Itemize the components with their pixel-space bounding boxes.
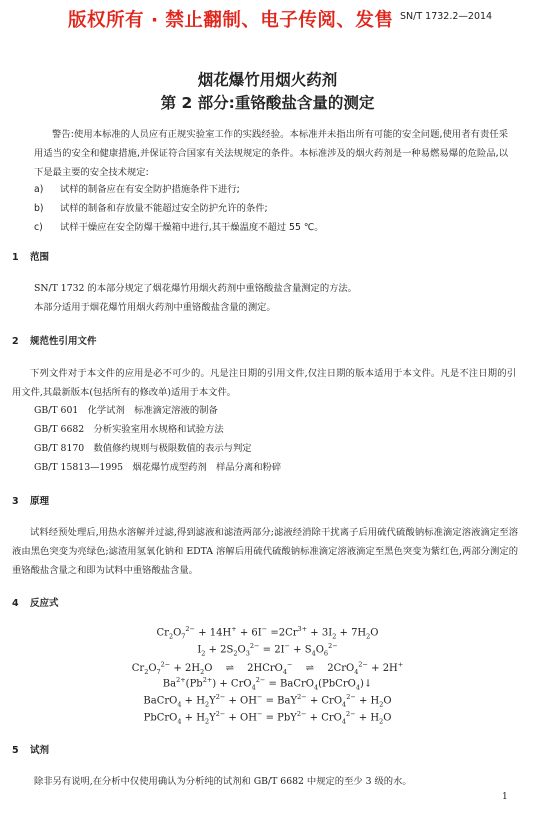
section-3-heading bbox=[12, 493, 49, 507]
reference-item: GB/T 601 化学试剂 标准滴定溶液的制备 bbox=[34, 405, 218, 416]
page-number: 1 bbox=[502, 792, 508, 802]
section-2-intro: 下列文件对于本文件的应用是必不可少的。凡是注日期的引用文件,仅注日期的版本适用于本文件。凡是不注日期的引用文件,其最新版本(包括所有的修改单)适用于本文件。 bbox=[12, 368, 516, 398]
reaction-equation-3: $Cr_2O_7^{2-} + 2H_2O$ ⇌ 2HCrO$_4$− ⇌ 2CrO$_4^{2-}$ + 2H+ bbox=[131, 660, 404, 676]
reaction-equation-1: $Cr_2O_7^{2-} + 14H^+ + 6I^- =2Cr^{3+} + 3I_2 + 7H_2O$ bbox=[156, 625, 379, 641]
section-1-paragraph-1: SN/T 1732 的本部分规定了烟花爆竹用烟火药剂中重铬酸盐含量测定的方法。 bbox=[34, 283, 358, 294]
safety-warning: 警告:使用本标准的人员应有正规实验室工作的实践经验。本标准并未指出所有可能的安全问题,使用者有责任采用适当的安全和健康措施,并保证符合国家有关法规规定的条件。本标准涉及的烟火药剂是一种易燃易爆的危险品,以下是最主要的安全技术规定: bbox=[34, 129, 508, 178]
section-1-paragraph-2: 本部分适用于烟花爆竹用烟火药剂中重铬酸盐含量的测定。 bbox=[34, 302, 276, 313]
reference-item: GB/T 6682 分析实验室用水规格和试验方法 bbox=[34, 424, 224, 435]
section-1-heading bbox=[12, 249, 49, 263]
section-title: 试剂 bbox=[30, 745, 50, 756]
document-title: 烟花爆竹用烟火药剂 bbox=[197, 71, 338, 89]
reaction-equation-4: $Ba^{2+}(Pb^{2+}) + CrO_4^{2-}$ = BaCrO$_4$(PbCrO$_4$)↓ bbox=[162, 676, 373, 692]
warning-item-text: 试样的制备应在有安全防护措施条件下进行; bbox=[60, 184, 240, 195]
warning-item-marker: b) bbox=[34, 203, 44, 214]
section-number: 5 bbox=[12, 745, 19, 756]
warning-item-marker: a) bbox=[34, 184, 44, 195]
section-number: 2 bbox=[12, 336, 19, 347]
section-title: 原理 bbox=[30, 496, 50, 507]
warning-item-text: 试样干燥应在安全防爆干燥箱中进行,其干燥温度不超过 55 ℃。 bbox=[60, 222, 324, 233]
standard-number: SN/T 1732.2—2014 bbox=[400, 11, 493, 22]
warning-item-a bbox=[34, 181, 240, 195]
section-number: 1 bbox=[12, 252, 19, 263]
warning-item-b bbox=[34, 200, 268, 214]
reference-item: GB/T 8170 数值修约规则与极限数值的表示与判定 bbox=[34, 443, 252, 454]
reaction-equation-6: PbCrO$_4$ + $H_2Y^{2-} + OH^- = PbY^{2-} + CrO_4^{2-} + H_2O$ bbox=[143, 710, 392, 726]
section-3-principle: 试料经预处理后,用热水溶解并过滤,得到滤液和滤渣两部分;滤液经消除干扰离子后用硫代硫酸钠标准滴定溶液滴定至溶液由黑色突变为亮绿色;滤渣用氢氧化钠和 EDTA 溶解后用硫代硫酸钠标准滴定溶液滴定至黑色突变为紫红色,两部分测定的重铬酸盐含量之和即为试料中重铬酸盐含量。 bbox=[12, 527, 518, 576]
section-number: 3 bbox=[12, 496, 19, 507]
section-number: 4 bbox=[12, 598, 19, 609]
section-4-heading bbox=[12, 595, 59, 609]
section-2-heading bbox=[12, 333, 97, 347]
reaction-equation-5: BaCrO$_4$ + $H_2Y^{2-} + OH^- = BaY^{2-} + CrO_4^{2-} + H_2O$ bbox=[143, 693, 392, 709]
section-title: 反应式 bbox=[30, 598, 59, 609]
section-title: 规范性引用文件 bbox=[30, 336, 97, 347]
section-5-heading bbox=[12, 742, 49, 756]
section-title: 范围 bbox=[30, 252, 50, 263]
reference-item: GB/T 15813—1995 烟花爆竹成型药剂 样品分离和粉碎 bbox=[34, 462, 282, 473]
copyright-watermark: 版权所有 · 禁止翻制、电子传阅、发售 bbox=[68, 10, 394, 31]
document-subtitle: 第 2 部分:重铬酸盐含量的测定 bbox=[160, 94, 375, 112]
warning-item-c bbox=[34, 219, 324, 233]
reaction-equation-2: $I_2 + 2S_2O_3^{2-} = 2I^- + S_4O_6^{2-}$ bbox=[197, 642, 338, 658]
warning-item-marker: c) bbox=[34, 222, 43, 233]
section-5-reagents: 除非另有说明,在分析中仅使用确认为分析纯的试剂和 GB/T 6682 中规定的至少 3 级的水。 bbox=[34, 776, 412, 787]
warning-item-text: 试样的制备和存放量不能超过安全防护允许的条件; bbox=[60, 203, 268, 214]
